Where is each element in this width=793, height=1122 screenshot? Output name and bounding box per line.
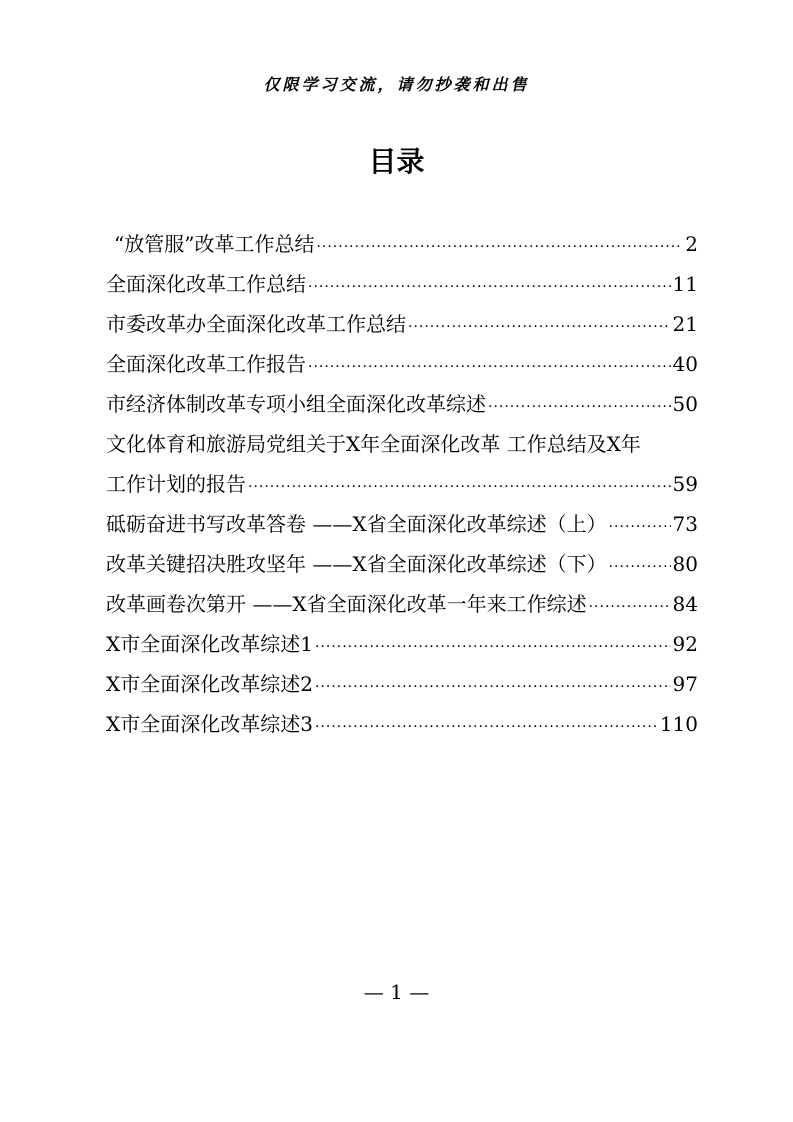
toc-entry-title: 砥砺奋进书写改革答卷 ——X省全面深化改革综述（上）	[106, 512, 607, 536]
toc-entry[interactable]	[106, 544, 698, 584]
toc-entry-title: 全面深化改革工作报告	[106, 352, 306, 376]
page-title: 目录	[368, 145, 425, 178]
toc-entry-page: 73	[672, 512, 698, 536]
leader-dots	[609, 507, 671, 547]
toc-entry-title: 市经济体制改革专项小组全面深化改革综述	[106, 392, 486, 416]
toc-entry[interactable]	[106, 264, 698, 304]
toc-entry-title: 全面深化改革工作总结	[106, 272, 306, 296]
toc-entry[interactable]	[106, 624, 698, 664]
toc-entry-title: 文化体育和旅游局党组关于X年全面深化改革 工作总结及X年	[106, 432, 641, 456]
toc-entry-title: 工作计划的报告	[106, 472, 246, 496]
leader-dots	[609, 547, 671, 587]
toc-entry[interactable]	[106, 224, 698, 264]
toc-entry[interactable]	[106, 304, 698, 344]
toc-entry-title: 改革画卷次第开 ——X省全面深化改革一年来工作综述	[106, 592, 587, 616]
leader-dots	[315, 667, 671, 707]
toc-entry-title: 改革关键招决胜攻坚年 ——X省全面深化改革综述（下）	[106, 552, 607, 576]
leader-dots	[315, 627, 671, 667]
toc-entry-title: “放管服”改革工作总结	[114, 232, 315, 256]
toc-entry-page: 21	[672, 312, 698, 336]
toc-entry[interactable]	[106, 584, 698, 624]
toc-entry-line2[interactable]	[106, 464, 698, 504]
leader-dots	[308, 267, 671, 307]
toc-entry[interactable]	[106, 504, 698, 544]
toc-entry-page: 84	[672, 592, 698, 616]
toc-entry-title: X市全面深化改革综述3	[106, 712, 313, 736]
toc-entry-page: 110	[659, 712, 698, 736]
leader-dots	[315, 707, 658, 747]
table-of-contents	[106, 224, 698, 744]
page-number: — 1 —	[363, 980, 430, 1004]
leader-dots	[589, 587, 671, 627]
leader-dots	[488, 387, 671, 427]
toc-entry-page: 40	[672, 352, 698, 376]
leader-dots	[248, 467, 671, 507]
toc-entry[interactable]	[106, 344, 698, 384]
toc-entry-title: 市委改革办全面深化改革工作总结	[106, 312, 406, 336]
toc-entry-page: 50	[672, 392, 698, 416]
toc-entry[interactable]	[106, 704, 698, 744]
toc-entry-page: 11	[672, 272, 698, 296]
toc-entry[interactable]	[106, 384, 698, 424]
copyright-notice: 仅限学习交流，请勿抄袭和出售	[263, 75, 530, 94]
toc-entry-page: 2	[685, 232, 698, 256]
toc-entry[interactable]	[106, 664, 698, 704]
toc-entry-title: X市全面深化改革综述1	[106, 632, 313, 656]
toc-entry-page: 97	[672, 672, 698, 696]
toc-entry-title: X市全面深化改革综述2	[106, 672, 313, 696]
toc-entry-page: 59	[672, 472, 698, 496]
leader-dots	[408, 307, 671, 347]
toc-entry-page: 92	[672, 632, 698, 656]
toc-entry-line1[interactable]	[106, 424, 698, 464]
leader-dots	[308, 347, 671, 387]
leader-dots	[316, 227, 683, 267]
toc-entry-page: 80	[672, 552, 698, 576]
